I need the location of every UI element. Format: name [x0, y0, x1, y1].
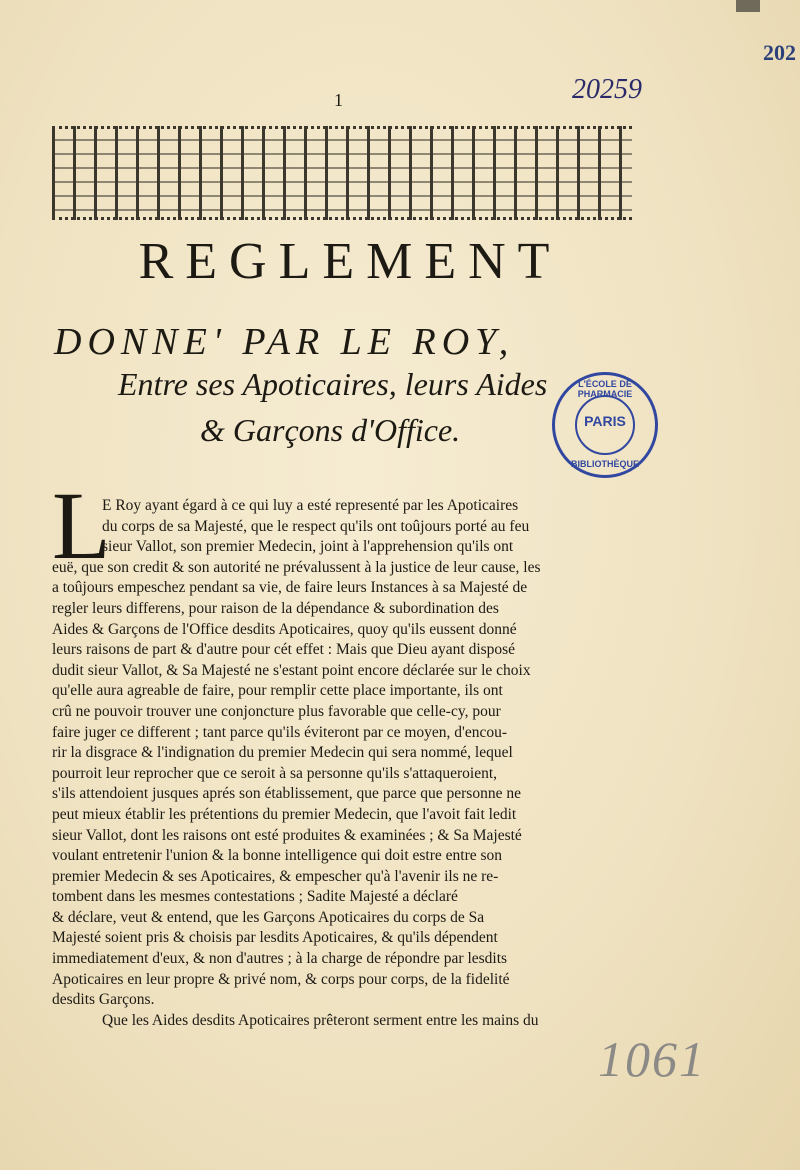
body-line: a toûjours empeschez pendant sa vie, de faire leurs Instances à sa Majesté de: [52, 579, 528, 597]
body-line: sieur Vallot, dont les raisons ont esté produites & examinées ; & Sa Majesté: [52, 826, 522, 844]
document-subtitle-line2: Entre ses Apoticaires, leurs Aides: [118, 366, 548, 402]
body-line: & déclare, veut & entend, que les Garçons Apoticaires du corps de Sa: [52, 908, 485, 926]
decorative-ornament-band: [52, 126, 632, 220]
body-line: Majesté soient pris & choisis par lesdits Apoticaires, & qu'ils dépendent: [52, 929, 498, 947]
body-line: Apoticaires en leur propre & privé nom, & corps pour corps, de la fidelité: [52, 970, 510, 988]
body-line: du corps de sa Majesté, que le respect qu'ils ont toûjours porté au feu: [102, 517, 530, 535]
body-line: voulant entretenir l'union & la bonne intelligence qui doit estre entre son: [52, 847, 503, 865]
drop-cap-letter: L: [52, 472, 111, 579]
page-number: 1: [334, 90, 343, 110]
body-line: sieur Vallot, son premier Medecin, joint à l'apprehension qu'ils ont: [102, 538, 514, 556]
body-line: qu'elle aura agreable de faire, pour remplir cette place importante, ils ont: [52, 682, 503, 700]
body-line: premier Medecin & ses Apoticaires, & empescher qu'à l'avenir ils ne re-: [52, 867, 499, 885]
body-line: euë, que son credit & son autorité ne prévalussent à la justice de leur cause, les: [52, 558, 541, 576]
body-line: faire juger ce different ; tant parce qu'ils éviteront par ce moyen, d'encou-: [52, 723, 508, 741]
body-line: immediatement d'eux, & non d'autres ; à la charge de répondre par lesdits: [52, 950, 508, 968]
document-subtitle: DONNE' PAR LE ROY,: [54, 321, 515, 363]
stamp-center-text: PARIS: [584, 413, 626, 429]
body-line: peut mieux établir les prétentions du premier Medecin, que l'avoit fait ledit: [52, 805, 517, 823]
library-stamp: [552, 372, 658, 478]
body-line: Aides & Garçons de l'Office desdits Apoticaires, quoy qu'ils eussent donné: [52, 620, 517, 638]
body-line: crû ne pouvoir trouver une conjoncture plus favorable que celle-cy, pour: [52, 702, 501, 720]
body-line: dudit sieur Vallot, & Sa Majesté ne s'estant point encore déclarée sur le choix: [52, 661, 531, 679]
body-line: tombent dans les mesmes contestations ; Sadite Majesté a déclaré: [52, 888, 458, 906]
corner-tab: [736, 0, 760, 12]
body-line: s'ils attendoient jusques aprés son établissement, que parce que personne ne: [52, 785, 521, 803]
corner-page-number: 202: [763, 40, 796, 65]
handwritten-annotation: 1061: [598, 1031, 706, 1087]
body-line: desdits Garçons.: [52, 991, 155, 1009]
document-subtitle-line3: & Garçons d'Office.: [200, 412, 461, 448]
handwritten-catalog-number: 20259: [572, 74, 642, 105]
body-line: regler leurs differens, pour raison de la dépendance & subordination des: [52, 599, 499, 617]
body-text: [52, 496, 638, 1031]
body-line: E Roy ayant égard à ce qui luy a esté representé par les Apoticaires: [102, 497, 519, 514]
body-line: Que les Aides desdits Apoticaires prêteront serment entre les mains du: [102, 1011, 539, 1029]
stamp-ring-bottom-text: BIBLIOTHÈQUE: [570, 459, 639, 469]
body-line: leurs raisons de part & d'autre pour cét effet : Mais que Dieu ayant disposé: [52, 641, 516, 659]
body-line: rir la disgrace & l'indignation du premier Medecin qui sera nommé, lequel: [52, 744, 513, 762]
body-line: pourroit leur reprocher que ce seroit à sa personne qu'ils s'attaqueroient,: [52, 764, 498, 782]
document-title: REGLEMENT: [138, 233, 562, 290]
stamp-ring-top-text: L'ÉCOLE DE PHARMACIE: [577, 379, 633, 399]
